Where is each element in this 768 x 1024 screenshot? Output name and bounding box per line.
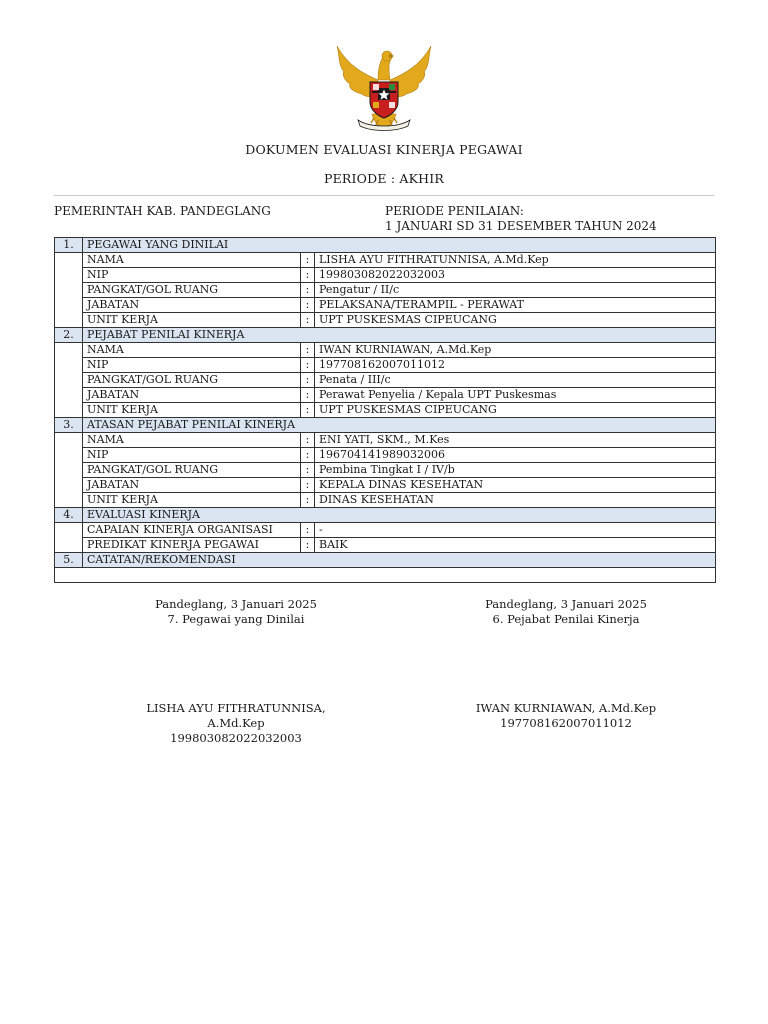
- field-label: UNIT KERJA: [83, 403, 301, 418]
- field-value: -: [315, 523, 716, 538]
- number-spacer: [55, 253, 83, 328]
- field-label: JABATAN: [83, 478, 301, 493]
- signature-left-name-block: [116, 701, 356, 746]
- periode-penilaian-label: PERIODE PENILAIAN:: [385, 204, 524, 218]
- catatan-body: [55, 568, 716, 583]
- table-row: [55, 283, 716, 298]
- table-row: [55, 253, 716, 268]
- signature-right: [446, 597, 686, 627]
- table-row: [55, 403, 716, 418]
- colon-separator: :: [301, 493, 315, 508]
- field-value: IWAN KURNIAWAN, A.Md.Kep: [315, 343, 716, 358]
- field-value: Pembina Tingkat I / IV/b: [315, 463, 716, 478]
- header-divider: [54, 195, 714, 196]
- colon-separator: :: [301, 343, 315, 358]
- table-row: [55, 448, 716, 463]
- field-label: NAMA: [83, 253, 301, 268]
- section-title: EVALUASI KINERJA: [83, 508, 716, 523]
- section-header-atasan: [55, 418, 716, 433]
- section-title: PEJABAT PENILAI KINERJA: [83, 328, 716, 343]
- section-header-pejabat: [55, 328, 716, 343]
- field-value: KEPALA DINAS KESEHATAN: [315, 478, 716, 493]
- place-date: Pandeglang, 3 Januari 2025: [155, 597, 317, 611]
- colon-separator: :: [301, 313, 315, 328]
- colon-separator: :: [301, 448, 315, 463]
- section-number: 3.: [55, 418, 83, 433]
- table-row: [55, 358, 716, 373]
- section-title: ATASAN PEJABAT PENILAI KINERJA: [83, 418, 716, 433]
- table-row: [55, 298, 716, 313]
- signer-nip: 197708162007011012: [500, 716, 632, 730]
- periode-penilaian-value: 1 JANUARI SD 31 DESEMBER TAHUN 2024: [385, 219, 657, 233]
- field-value: UPT PUSKESMAS CIPEUCANG: [315, 313, 716, 328]
- signer-nip: 199803082022032003: [170, 731, 302, 745]
- garuda-pancasila-emblem-icon: [334, 44, 434, 132]
- section-number: 1.: [55, 238, 83, 253]
- section-header-catatan: [55, 553, 716, 568]
- colon-separator: :: [301, 373, 315, 388]
- field-value: Pengatur / II/c: [315, 283, 716, 298]
- colon-separator: :: [301, 433, 315, 448]
- field-label: NIP: [83, 268, 301, 283]
- field-label: UNIT KERJA: [83, 313, 301, 328]
- periode-heading: PERIODE : AKHIR: [323, 171, 445, 186]
- place-date: Pandeglang, 3 Januari 2025: [485, 597, 647, 611]
- field-value: LISHA AYU FITHRATUNNISA, A.Md.Kep: [315, 253, 716, 268]
- number-spacer: [55, 343, 83, 418]
- evaluation-table: [54, 237, 716, 583]
- table-row: [55, 523, 716, 538]
- table-row: [55, 463, 716, 478]
- field-label: NAMA: [83, 433, 301, 448]
- colon-separator: :: [301, 403, 315, 418]
- section-title: PEGAWAI YANG DINILAI: [83, 238, 716, 253]
- field-value: PELAKSANA/TERAMPIL - PERAWAT: [315, 298, 716, 313]
- field-label: NAMA: [83, 343, 301, 358]
- field-value: 196704141989032006: [315, 448, 716, 463]
- colon-separator: :: [301, 298, 315, 313]
- number-spacer: [55, 433, 83, 508]
- colon-separator: :: [301, 388, 315, 403]
- section-number: 2.: [55, 328, 83, 343]
- field-label: NIP: [83, 358, 301, 373]
- table-row: [55, 373, 716, 388]
- colon-separator: :: [301, 283, 315, 298]
- field-value: DINAS KESEHATAN: [315, 493, 716, 508]
- field-label: CAPAIAN KINERJA ORGANISASI: [83, 523, 301, 538]
- colon-separator: :: [301, 523, 315, 538]
- field-value: 197708162007011012: [315, 358, 716, 373]
- section-number: 5.: [55, 553, 83, 568]
- section-header-evaluasi: [55, 508, 716, 523]
- field-value: Perawat Penyelia / Kepala UPT Puskesmas: [315, 388, 716, 403]
- field-value: UPT PUSKESMAS CIPEUCANG: [315, 403, 716, 418]
- field-label: UNIT KERJA: [83, 493, 301, 508]
- table-row: [55, 493, 716, 508]
- colon-separator: :: [301, 253, 315, 268]
- field-label: PANGKAT/GOL RUANG: [83, 463, 301, 478]
- field-label: NIP: [83, 448, 301, 463]
- colon-separator: :: [301, 463, 315, 478]
- colon-separator: :: [301, 358, 315, 373]
- field-value: 199803082022032003: [315, 268, 716, 283]
- section-number: 4.: [55, 508, 83, 523]
- table-row: [55, 313, 716, 328]
- field-value: Penata / III/c: [315, 373, 716, 388]
- field-label: PANGKAT/GOL RUANG: [83, 283, 301, 298]
- pemerintah-label: PEMERINTAH KAB. PANDEGLANG: [54, 204, 271, 218]
- field-label: JABATAN: [83, 388, 301, 403]
- table-row: [55, 433, 716, 448]
- section-title: CATATAN/REKOMENDASI: [83, 553, 716, 568]
- field-label: JABATAN: [83, 298, 301, 313]
- section-header-pegawai: [55, 238, 716, 253]
- colon-separator: :: [301, 478, 315, 493]
- number-spacer: [55, 523, 83, 553]
- field-label: PREDIKAT KINERJA PEGAWAI: [83, 538, 301, 553]
- signature-role: 6. Pejabat Penilai Kinerja: [492, 612, 640, 626]
- signature-right-name-block: [446, 701, 686, 731]
- table-row: [55, 538, 716, 553]
- signer-name: LISHA AYU FITHRATUNNISA, A.Md.Kep: [146, 701, 326, 730]
- field-value: ENI YATI, SKM., M.Kes: [315, 433, 716, 448]
- table-row: [55, 343, 716, 358]
- colon-separator: :: [301, 538, 315, 553]
- table-row: [55, 478, 716, 493]
- field-value: BAIK: [315, 538, 716, 553]
- colon-separator: :: [301, 268, 315, 283]
- table-row: [55, 388, 716, 403]
- signer-name: IWAN KURNIAWAN, A.Md.Kep: [475, 701, 657, 715]
- table-row: [55, 568, 716, 583]
- document-title: DOKUMEN EVALUASI KINERJA PEGAWAI: [245, 142, 523, 157]
- field-label: PANGKAT/GOL RUANG: [83, 373, 301, 388]
- table-row: [55, 268, 716, 283]
- signature-role: 7. Pegawai yang Dinilai: [167, 612, 305, 626]
- signature-left: [116, 597, 356, 627]
